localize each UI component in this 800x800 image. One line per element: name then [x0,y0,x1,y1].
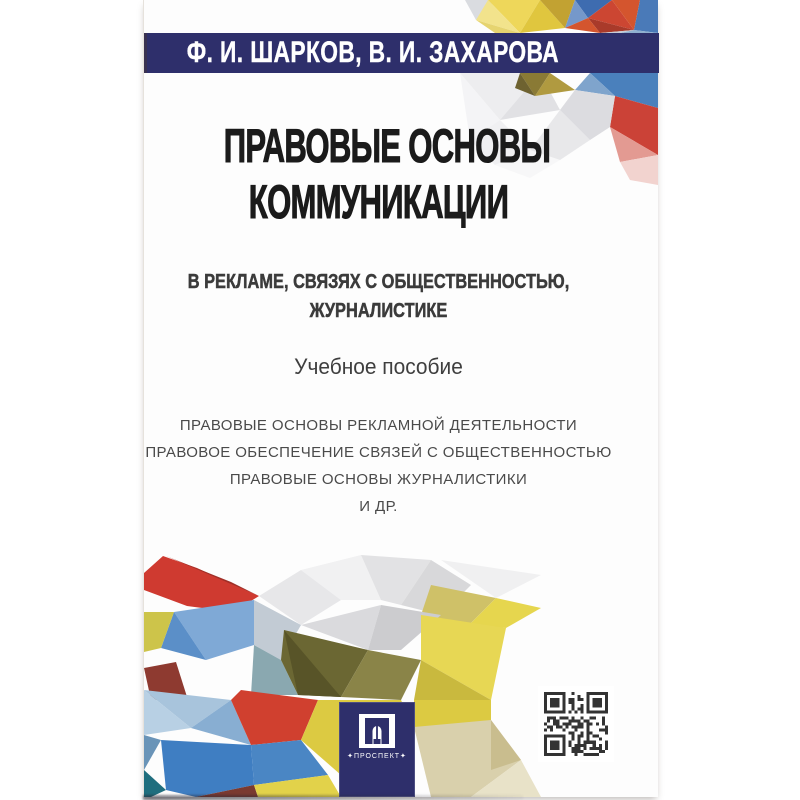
publisher-name: ✦ПРОСПЕКТ✦ [347,753,407,760]
topic-item: ПРАВОВЫЕ ОСНОВЫ РЕКЛАМНОЙ ДЕЯТЕЛЬНОСТИ [179,417,578,434]
publisher-gate-icon [359,714,395,748]
topic-item: ПРАВОВОЕ ОБЕСПЕЧЕНИЕ СВЯЗЕЙ С ОБЩЕСТВЕННОСТЬЮ [145,444,612,461]
authors-text: Ф. И. ШАРКОВ, В. И. ЗАХАРОВА [186,36,559,69]
book-cover [143,0,658,797]
qr-code [538,686,614,762]
title-line-2: КОММУНИКАЦИИ [248,175,509,228]
book-title [144,118,613,230]
book-subtitle [144,268,613,326]
authors-band [144,33,659,73]
edition-label: Учебное пособие [294,354,463,379]
topics-list [144,412,613,520]
subtitle-line-2: ЖУРНАЛИСТИКЕ [309,300,448,322]
book-shadow [143,795,523,800]
title-line-1: ПРАВОВЫЕ ОСНОВЫ [223,119,551,172]
topic-item: ПРАВОВЫЕ ОСНОВЫ ЖУРНАЛИСТИКИ [229,471,528,488]
publisher-logo [339,702,415,797]
cover-text-column [144,0,613,797]
subtitle-line-1: В РЕКЛАМЕ, СВЯЗЯХ С ОБЩЕСТВЕННОСТЬЮ, [187,271,570,293]
topic-item: И ДР. [359,498,398,515]
